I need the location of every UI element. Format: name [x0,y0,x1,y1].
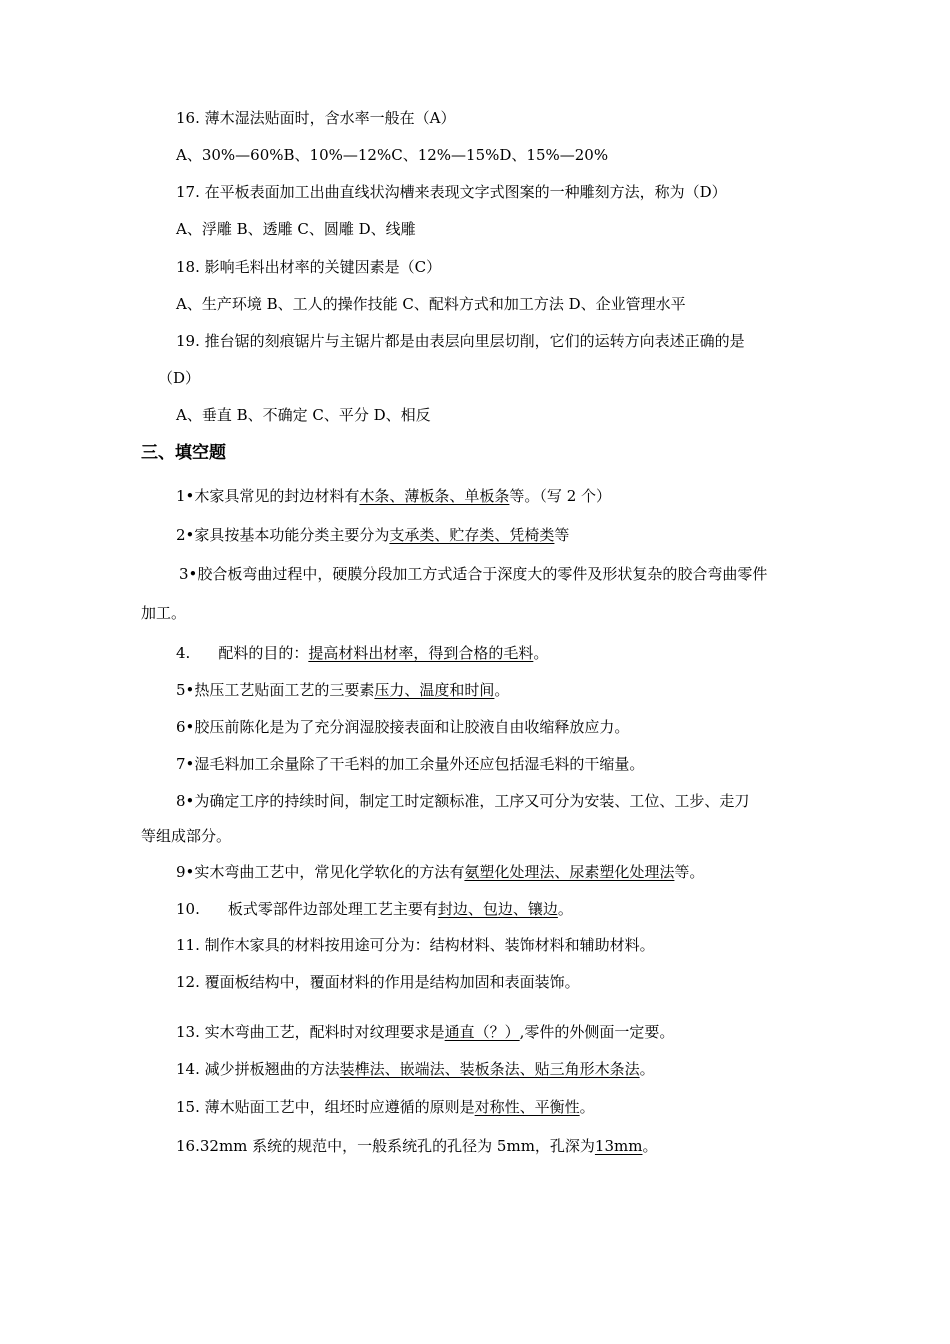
question-17: 17. 在平板表面加工出曲直线状沟槽来表现文字式图案的一种雕刻方法，称为（D） [176,183,727,201]
fill-14-text: 14. 减少拼板翘曲的方法 [176,1060,340,1078]
fill-item-9 [176,861,704,883]
fill-item-1 [176,485,611,507]
fill-item-15 [176,1096,595,1118]
fill-item-4 [176,642,548,664]
fill-2-answer: 支承类、贮存类、凭椅类 [389,526,555,544]
fill-16-text: 16.32mm 系统的规范中，一般系统孔的孔径为 5mm，孔深为 [176,1137,595,1155]
fill-10-text: 板式零部件边部处理工艺主要有 [227,900,438,918]
fill-14-suffix: 。 [639,1060,655,1078]
fill-4-text: 配料的目的： [218,644,309,662]
fill-item-2 [176,524,569,546]
fill-15-suffix: 。 [579,1098,595,1116]
question-19-answer: （D） [158,369,201,387]
fill-9-text: 9•实木弯曲工艺中，常见化学软化的方法有 [176,863,465,881]
fill-4-suffix: 。 [533,644,549,662]
fill-item-5 [176,679,509,701]
fill-5-suffix: 。 [494,681,510,699]
fill-item-10 [176,898,573,920]
question-16: 16. 薄木湿法贴面时，含水率一般在（A） [176,109,456,127]
question-18: 18. 影响毛料出材率的关键因素是（C） [176,258,442,276]
fill-13-text: 13. 实木弯曲工艺，配料时对纹理要求是 [176,1023,445,1041]
fill-item-16 [176,1135,657,1157]
fill-item-7: 7•湿毛料加工余量除了干毛料的加工余量外还应包括湿毛料的干缩量。 [176,755,645,773]
fill-item-13 [176,1021,674,1043]
fill-14-answer: 装榫法、嵌端法、装板条法、贴三角形木条法 [339,1060,640,1078]
fill-16-suffix: 。 [642,1137,658,1155]
fill-5-text: 5•热压工艺贴面工艺的三要素 [176,681,375,699]
fill-item-8-continued: 等组成部分。 [141,827,232,845]
fill-item-3-continued: 加工。 [141,604,187,622]
fill-item-6: 6•胶压前陈化是为了充分润湿胶接表面和让胶液自由收缩释放应力。 [176,718,630,736]
fill-15-answer: 对称性、平衡性 [474,1098,580,1116]
question-19: 19. 推台锯的刻痕锯片与主锯片都是由表层向里层切削，它们的运转方向表述正确的是 [176,332,745,350]
fill-item-8: 8•为确定工序的持续时间，制定工时定额标准，工序又可分为安装、工位、工步、走刀 [176,792,750,810]
section-heading: 三、填空题 [141,443,226,463]
question-18-options: A、生产环境 B、工人的操作技能 C、配料方式和加工方法 D、企业管理水平 [176,295,686,313]
fill-2-suffix: 等 [554,526,570,544]
question-19-options: A、垂直 B、不确定 C、平分 D、相反 [176,406,431,424]
fill-item-11: 11. 制作木家具的材料按用途可分为：结构材料、装饰材料和辅助材料。 [176,936,655,954]
fill-4-number: 4. [176,644,191,662]
fill-16-answer: 13mm [594,1137,643,1155]
fill-item-14 [176,1058,655,1080]
fill-5-answer: 压力、温度和时间 [374,681,495,699]
fill-10-answer: 封边、包边、镶边 [437,900,558,918]
fill-1-suffix: 等。（写 2 个） [509,487,612,505]
fill-item-3: 3•胶合板弯曲过程中，硬膜分段加工方式适合于深度大的零件及形状复杂的胶合弯曲零件 [179,565,768,583]
fill-2-text: 2•家具按基本功能分类主要分为 [176,526,390,544]
fill-item-12: 12. 覆面板结构中，覆面材料的作用是结构加固和表面装饰。 [176,973,580,991]
fill-1-text: 1•木家具常见的封边材料有 [176,487,360,505]
fill-10-suffix: 。 [557,900,573,918]
fill-1-answer: 木条、薄板条、单板条 [359,487,510,505]
fill-13-suffix: ,零件的外侧面一定要。 [519,1023,675,1041]
fill-15-text: 15. 薄木贴面工艺中，组坯时应遵循的原则是 [176,1098,475,1116]
fill-10-number: 10. [176,900,200,918]
question-16-options: A、30%—60%B、10%—12%C、12%—15%D、15%—20% [176,146,609,164]
fill-9-answer: 氨塑化处理法、尿素塑化处理法 [464,863,675,881]
question-17-options: A、浮雕 B、透雕 C、圆雕 D、线雕 [176,220,416,238]
fill-4-answer: 提高材料出材率，得到合格的毛料 [308,644,534,662]
fill-9-suffix: 等。 [674,863,705,881]
fill-13-answer: 通直（？） [444,1023,520,1041]
